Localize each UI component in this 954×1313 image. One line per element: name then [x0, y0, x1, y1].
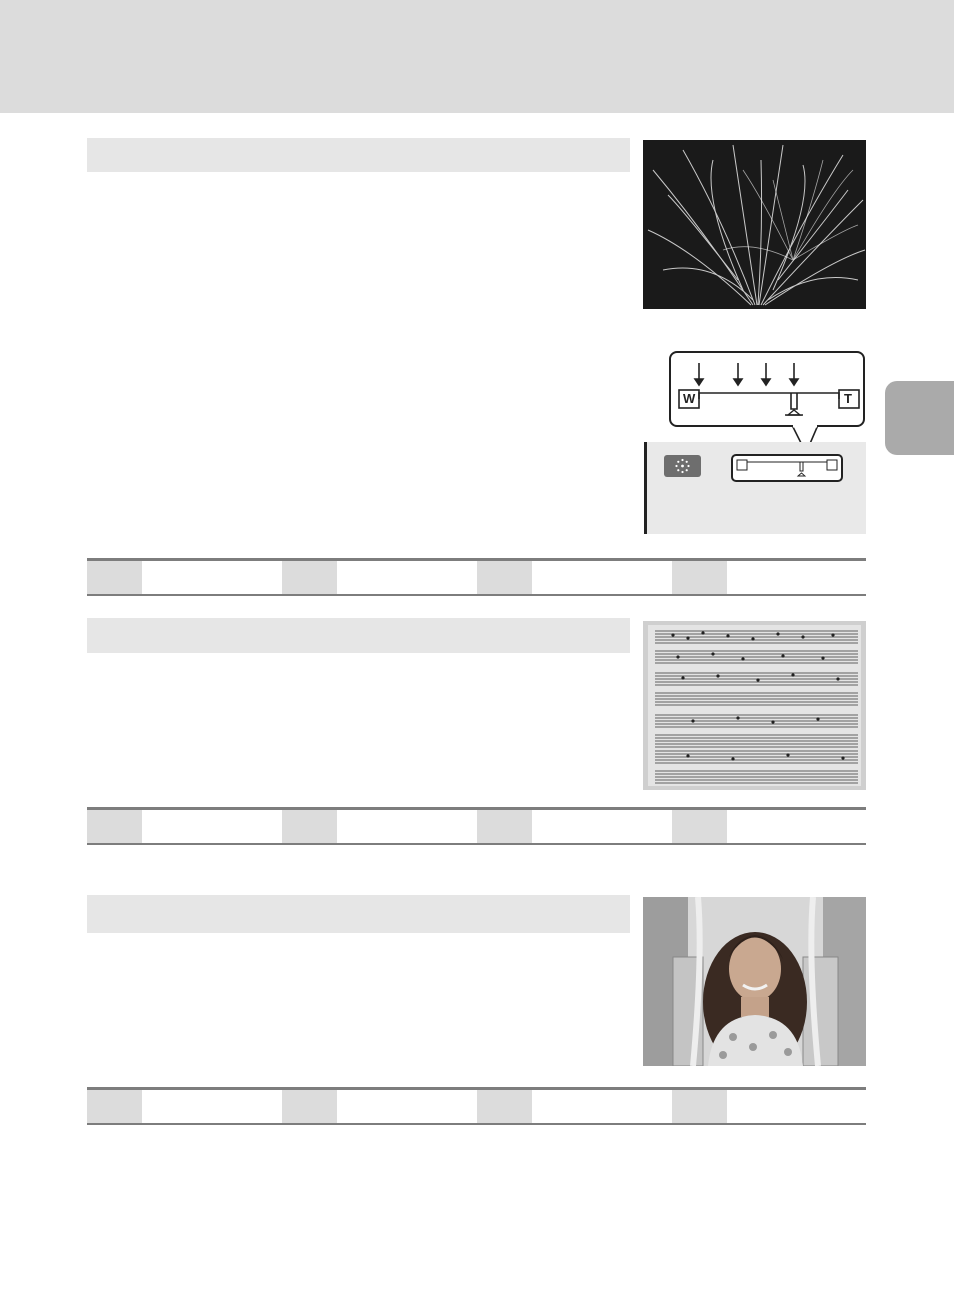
zoom-wide-label: W — [683, 391, 696, 406]
setting-label — [477, 1090, 532, 1123]
fireworks-photo — [643, 140, 866, 309]
setting-label — [477, 561, 532, 594]
setting-value — [532, 810, 672, 843]
setting-label — [282, 561, 337, 594]
section-heading-backlighting — [87, 895, 630, 933]
section-title — [87, 138, 630, 150]
setting-label — [87, 561, 142, 594]
setting-value — [727, 1090, 866, 1123]
setting-label — [477, 810, 532, 843]
zoom-indicator-mini — [731, 454, 843, 482]
setting-value — [727, 561, 866, 594]
setting-label — [672, 810, 727, 843]
settings-row-copy — [87, 807, 866, 845]
setting-label — [672, 561, 727, 594]
setting-value — [142, 561, 282, 594]
camera-monitor-preview — [644, 442, 866, 534]
page-header-band — [0, 0, 954, 113]
setting-value — [142, 810, 282, 843]
setting-value — [727, 810, 866, 843]
zoom-tele-label: T — [844, 391, 852, 406]
section-heading-fireworks — [87, 138, 630, 172]
setting-label — [87, 810, 142, 843]
setting-label — [282, 810, 337, 843]
fireworks-mode-icon — [664, 455, 701, 477]
section-title — [87, 895, 630, 907]
setting-label — [87, 1090, 142, 1123]
setting-value — [337, 810, 477, 843]
setting-value — [532, 1090, 672, 1123]
setting-label — [672, 1090, 727, 1123]
chapter-side-tab — [885, 381, 954, 455]
setting-value — [532, 561, 672, 594]
backlit-portrait-photo — [643, 897, 866, 1066]
section-title — [87, 618, 630, 630]
setting-value — [142, 1090, 282, 1123]
setting-label — [282, 1090, 337, 1123]
section-heading-copy — [87, 618, 630, 653]
settings-row-fireworks — [87, 558, 866, 596]
zoom-indicator-callout — [669, 351, 865, 427]
settings-row-backlighting — [87, 1087, 866, 1125]
setting-value — [337, 1090, 477, 1123]
sheet-music-photo — [643, 621, 866, 790]
setting-value — [337, 561, 477, 594]
